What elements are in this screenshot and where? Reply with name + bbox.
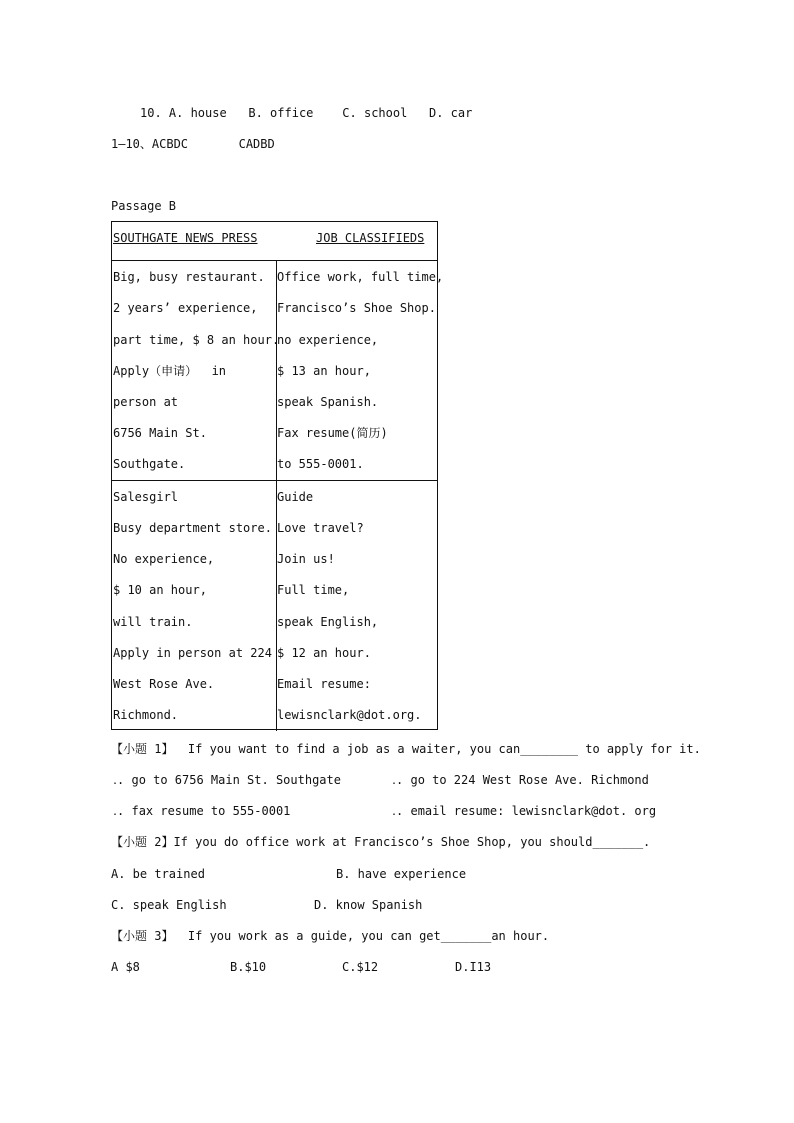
question-1-option-a: ․. go to 6756 Main St. Southgate	[113, 773, 341, 787]
ad-line: No experience,	[113, 552, 215, 566]
question-3-option-c: C.$12	[342, 960, 379, 974]
ad-guide	[276, 480, 439, 731]
ad-line: Apply in person at 224	[113, 646, 272, 660]
ad-salesgirl	[112, 480, 276, 731]
ad-line: $ 10 an hour,	[113, 583, 207, 597]
ad-line: 6756 Main St.	[113, 426, 207, 440]
ad-line: part time, $ 8 an hour.	[113, 333, 280, 347]
ad-line: Busy department store.	[113, 521, 272, 535]
question-3-option-d: D.I13	[455, 960, 492, 974]
question-3-option-b: B.$10	[230, 960, 267, 974]
ad-line: Southgate.	[113, 457, 186, 471]
ad-line: speak Spanish.	[277, 395, 379, 409]
question-10-options: 10. A. house B. office C. school D. car	[140, 106, 473, 120]
ad-line: West Rose Ave.	[113, 677, 215, 691]
ad-line: lewisnclark@dot.org.	[277, 708, 422, 722]
ad-line: 2 years’ experience,	[113, 301, 258, 315]
ad-line: Love travel?	[277, 521, 364, 535]
table-header	[112, 222, 437, 261]
ad-restaurant	[112, 261, 280, 480]
ad-line: Apply（申请） in	[113, 364, 227, 378]
ad-line: Email resume:	[277, 677, 371, 691]
job-classifieds-table	[111, 221, 444, 730]
header-left: SOUTHGATE NEWS PRESS	[113, 231, 258, 245]
header-right: JOB CLASSIFIEDS	[316, 231, 425, 245]
ad-line: $ 13 an hour,	[277, 364, 371, 378]
question-2-option-b: B. have experience	[336, 867, 467, 881]
question-1-option-d: ․. email resume: lewisnclark@dot. org	[392, 804, 657, 818]
question-2-option-c: C. speak English	[111, 898, 227, 912]
question-2-option-a: A. be trained	[111, 867, 205, 881]
ad-line: Join us!	[277, 552, 335, 566]
question-1: 【小题 1】 If you want to find a job as a waiter, you can________ to apply for it.	[111, 742, 701, 756]
question-3-option-a: A $8	[111, 960, 140, 974]
ad-line: $ 12 an hour.	[277, 646, 371, 660]
ad-line: Richmond.	[113, 708, 179, 722]
ad-line: Big, busy restaurant.	[113, 270, 265, 284]
passage-title: Passage B	[111, 199, 177, 213]
ad-line: Office work, full time,	[277, 270, 444, 284]
ad-line: Salesgirl	[113, 490, 179, 504]
question-3: 【小题 3】 If you work as a guide, you can get_______an hour.	[111, 929, 550, 943]
ad-line: to 555-0001.	[277, 457, 364, 471]
ad-line: person at	[113, 395, 179, 409]
question-1-option-b: ․. go to 224 West Rose Ave. Richmond	[392, 773, 649, 787]
answer-key: 1—10、ACBDC CADBD	[111, 137, 275, 151]
question-2: 【小题 2】If you do office work at Francisco’s Shoe Shop, you should_______.	[111, 835, 651, 849]
ad-line: speak English,	[277, 615, 379, 629]
ad-line: no experience,	[277, 333, 379, 347]
question-2-option-d: D. know Spanish	[314, 898, 423, 912]
ad-line: Francisco’s Shoe Shop.	[277, 301, 436, 315]
ad-line: Fax resume(简历)	[277, 426, 388, 440]
ad-line: Full time,	[277, 583, 350, 597]
question-1-option-c: ․. fax resume to 555-0001	[113, 804, 291, 818]
ad-line: will train.	[113, 615, 193, 629]
ad-line: Guide	[277, 490, 314, 504]
ad-office-work	[276, 261, 444, 480]
